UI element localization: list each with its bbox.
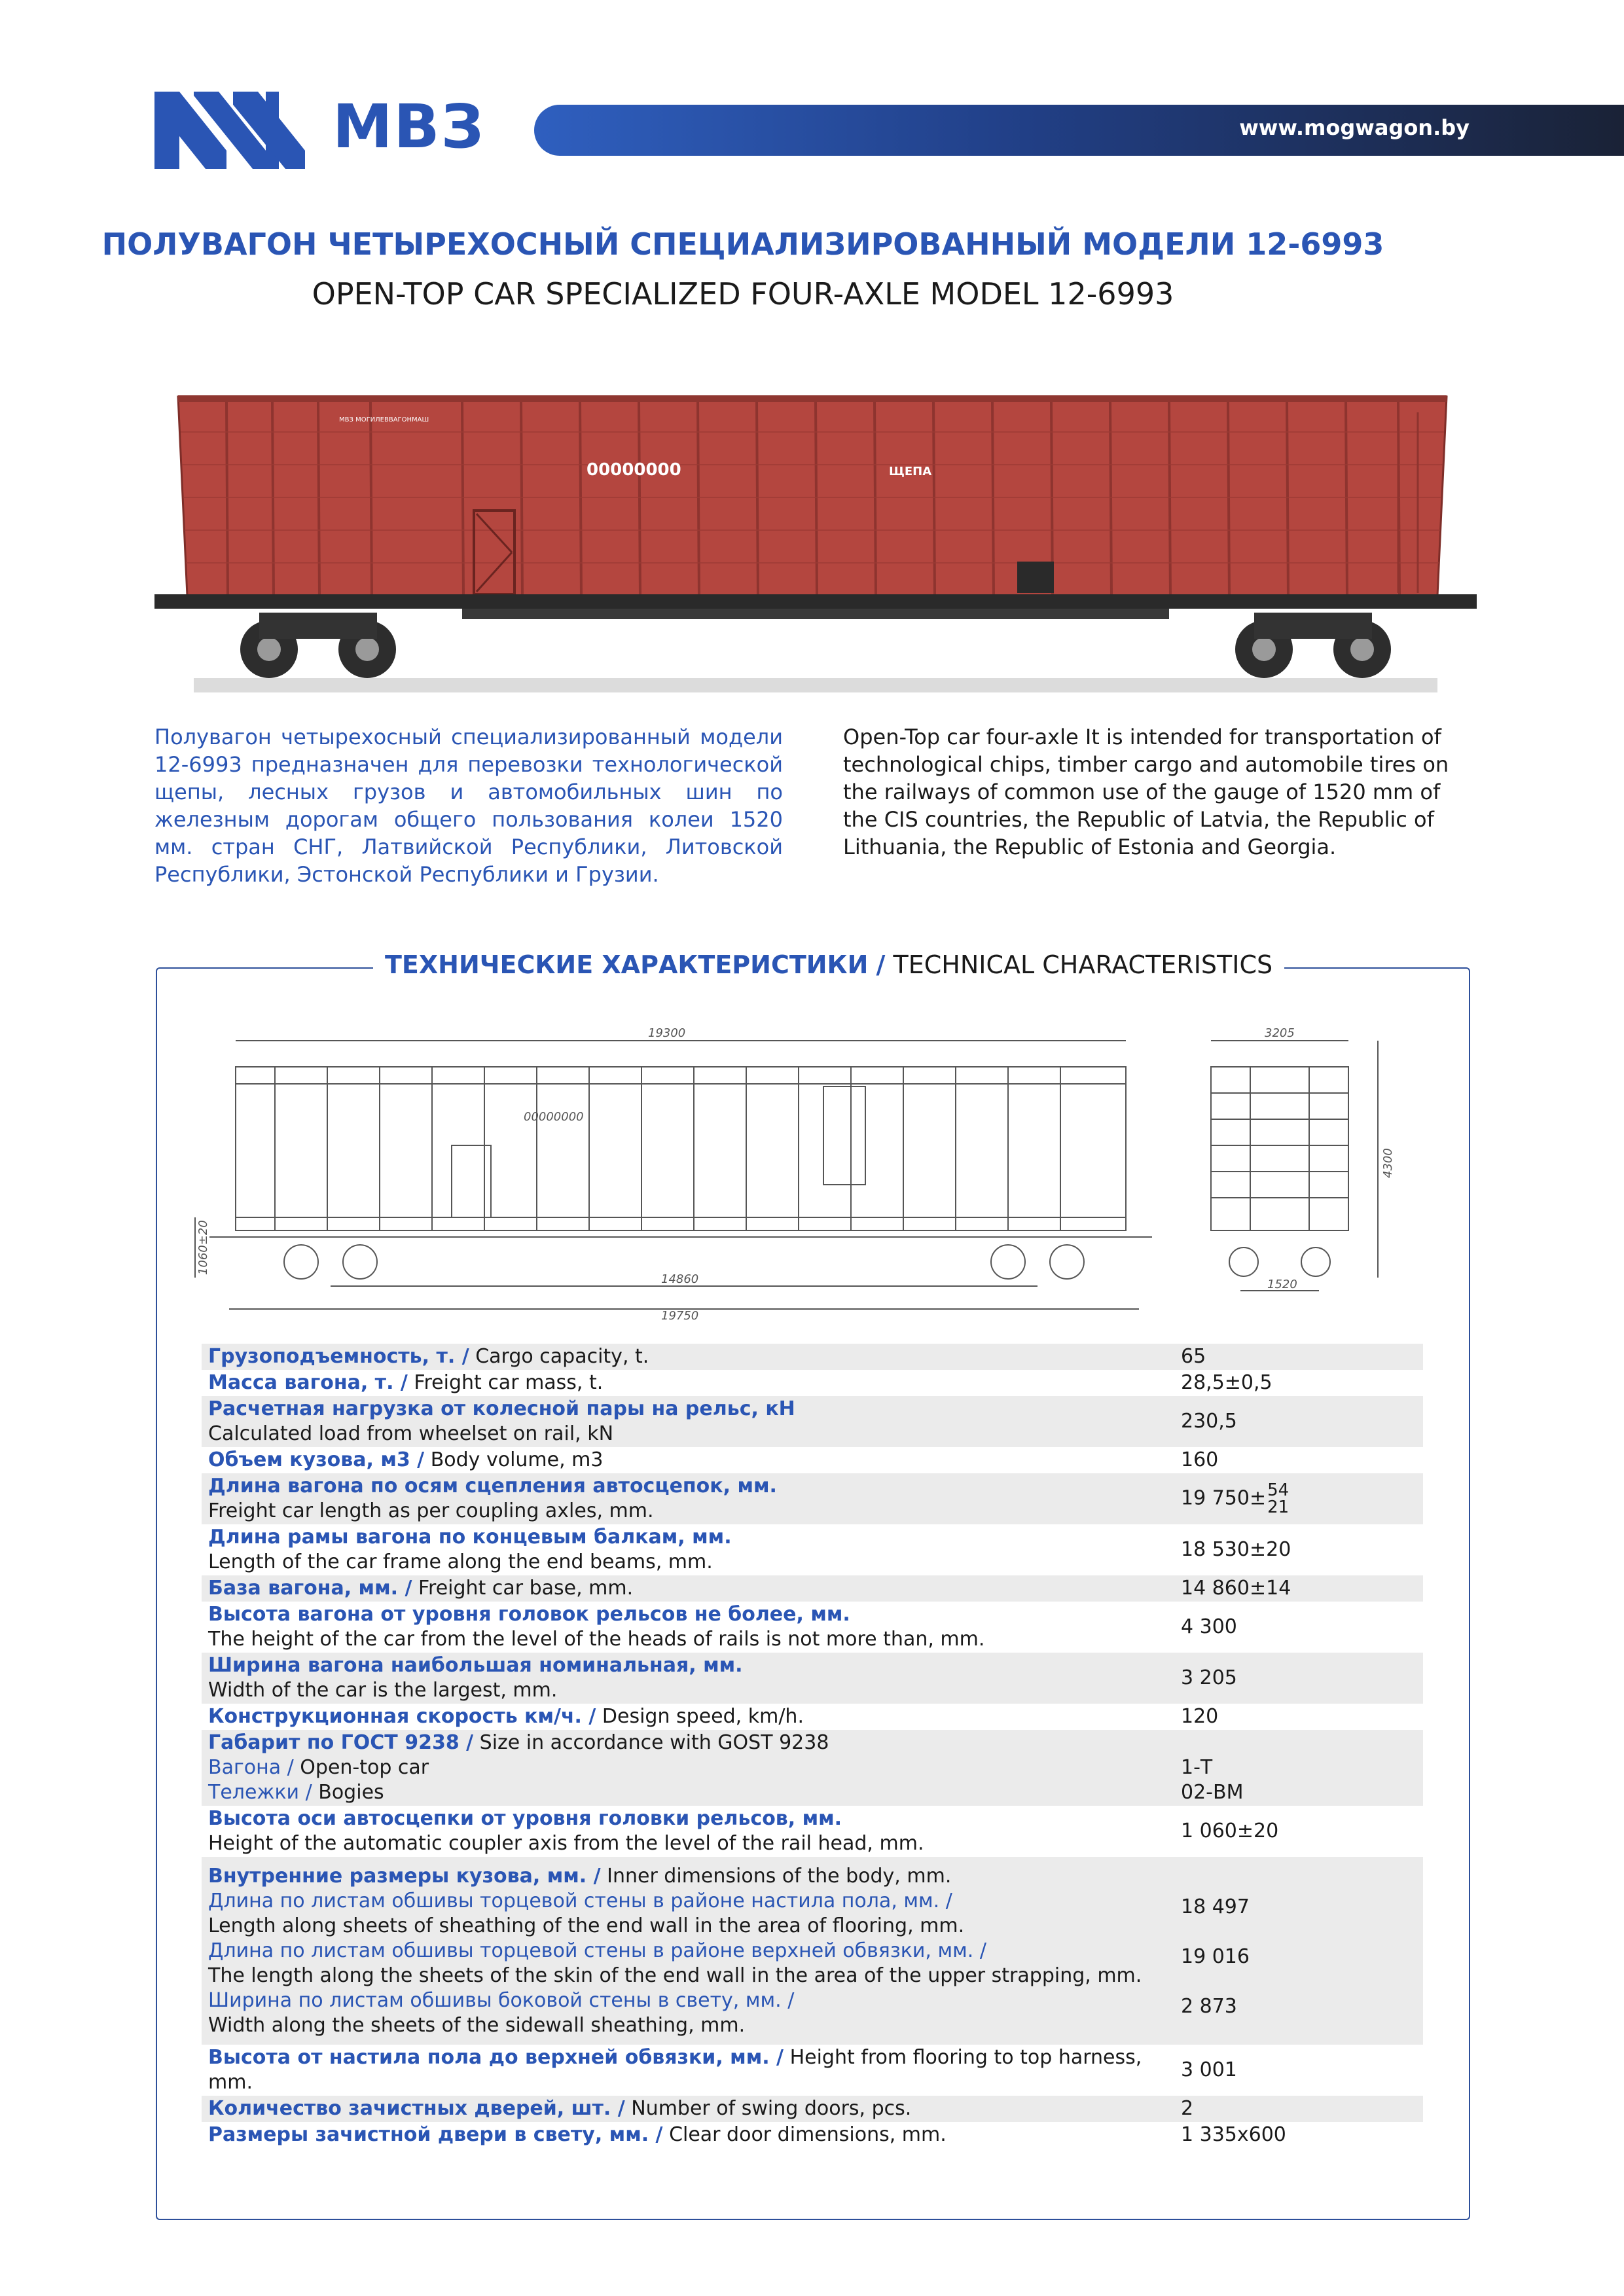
spec-sublabel-en: Width along the sheets of the sidewall sheathing, mm. (208, 2013, 746, 2037)
spec-value: 120 (1181, 1705, 1219, 1728)
spec-label-en: Width of the car is the largest, mm. (208, 1679, 558, 1702)
spec-label-ru: Ширина вагона наибольшая номинальная, мм. (208, 1654, 743, 1677)
spec-row-inner-dimensions (202, 1857, 1423, 2045)
spec-value: 160 (1181, 1448, 1219, 1471)
spec-value: 19 016 (1181, 1945, 1250, 1968)
tech-title-separator: / (876, 950, 886, 979)
photo-plate: МВЗ МОГИЛЕВВАГОНМАШ (339, 416, 429, 423)
tech-title-ru: ТЕХНИЧЕСКИЕ ХАРАКТЕРИСТИКИ (385, 950, 869, 979)
spec-row-cargo-capacity (202, 1344, 1423, 1370)
spec-row-floor-height (202, 2045, 1423, 2096)
spec-row-car-length (202, 1473, 1423, 1524)
car-photo (154, 386, 1477, 694)
dim-top-length: 19300 (648, 1026, 686, 1040)
spec-label-ru: Масса вагона, т. / (208, 1371, 408, 1394)
spec-row-height (202, 1602, 1423, 1653)
dim-width: 3205 (1265, 1026, 1295, 1040)
spec-row-body-volume (202, 1447, 1423, 1473)
dim-base: 14860 (661, 1272, 699, 1286)
photo-car-id: 00000000 (586, 460, 681, 480)
spec-label-en: Size in accordance with GOST 9238 (479, 1731, 829, 1754)
spec-label-ru: Размеры зачистной двери в свету, мм. / (208, 2123, 663, 2146)
tech-section-title (373, 950, 1284, 979)
drawing-car-id: 00000000 (524, 1110, 584, 1124)
spec-value: 230,5 (1181, 1410, 1237, 1433)
spec-row-car-mass (202, 1370, 1423, 1396)
spec-label-ru: Количество зачистных дверей, шт. / (208, 2097, 625, 2120)
spec-label-ru: Длина рамы вагона по концевым балкам, мм. (208, 1526, 732, 1549)
tolerance-up: 54 (1267, 1480, 1290, 1500)
spec-value-main: 19 750± (1181, 1486, 1267, 1510)
spec-row-coupler-height (202, 1806, 1423, 1857)
spec-value: 3 001 (1181, 2058, 1237, 2081)
spec-sublabel-ru: Вагона / (208, 1756, 294, 1779)
photo-cargo-label: ЩЕПА (889, 465, 932, 478)
spec-row-width (202, 1653, 1423, 1704)
spec-table (202, 1344, 1423, 2148)
spec-row-gauge (202, 1730, 1423, 1806)
dim-coupler-height: 1060±20 (196, 1220, 210, 1275)
website-link[interactable]: www.mogwagon.by (1239, 115, 1470, 140)
spec-sublabel-en: The length along the sheets of the skin of the end wall in the area of the upper strapping, mm. (208, 1964, 1142, 1987)
spec-value: 2 (1181, 2097, 1194, 2120)
spec-label-en: Freight car base, mm. (418, 1577, 634, 1600)
spec-label-ru: Конструкционная скорость км/ч. / (208, 1705, 596, 1728)
spec-label-en: Number of swing doors, pcs. (631, 2097, 912, 2120)
spec-label-en: Body volume, m3 (430, 1448, 604, 1471)
spec-row-door-size (202, 2122, 1423, 2148)
spec-value: 18 497 (1181, 1895, 1250, 1918)
technical-drawing (190, 1021, 1427, 1322)
spec-sublabel-ru: Длина по листам обшивы торцевой стены в районе верхней обвязки, мм. / (208, 1939, 986, 1962)
spec-label-ru: База вагона, мм. / (208, 1577, 412, 1600)
dim-total-length: 19750 (661, 1309, 699, 1322)
spec-value: 1 060±20 (1181, 1820, 1279, 1842)
spec-label-ru: Длина вагона по осям сцепления автосцепок, мм. (208, 1475, 777, 1498)
spec-row-speed (202, 1704, 1423, 1730)
spec-row-base (202, 1575, 1423, 1602)
spec-row-wheel-load (202, 1396, 1423, 1447)
spec-label-en: The height of the car from the level of the heads of rails is not more than, mm. (208, 1628, 985, 1651)
spec-label-ru: Габарит по ГОСТ 9238 / (208, 1731, 474, 1754)
spec-label-en: Length of the car frame along the end beams, mm. (208, 1551, 713, 1573)
spec-row-doors-count (202, 2096, 1423, 2122)
spec-row-frame-length (202, 1524, 1423, 1575)
spec-value: 1-Т (1181, 1756, 1213, 1779)
spec-value: 65 (1181, 1345, 1206, 1368)
page-title-en: OPEN-TOP CAR SPECIALIZED FOUR-AXLE MODEL 12-6993 (312, 276, 1174, 312)
brand-logo-icon (154, 92, 305, 169)
dim-gauge: 1520 (1267, 1278, 1297, 1291)
brand-name: МВЗ (333, 92, 486, 162)
spec-label-ru: Высота оси автосцепки от уровня головки рельсов, мм. (208, 1807, 842, 1830)
spec-sublabel-ru: Тележки / (208, 1781, 312, 1804)
spec-sublabel-en: Open-top car (300, 1756, 429, 1779)
description-ru: Полувагон четырехосный специализированный модели 12-6993 предназначен для перевозки технологической щепы, лесных грузов и автомобильных шин по железным дорогам общего пользования колеи 1520 мм. стран СНГ, Латвийской Республики, Литовской Республики, Эстонской Республики и Грузии. (154, 725, 783, 887)
spec-label-ru: Внутренние размеры кузова, мм. / (208, 1864, 601, 1888)
spec-label-ru: Высота вагона от уровня головок рельсов не более, мм. (208, 1603, 850, 1626)
spec-label-en: Inner dimensions of the body, mm. (607, 1864, 952, 1888)
spec-sublabel-en: Bogies (318, 1781, 384, 1804)
spec-label-en: Clear door dimensions, mm. (669, 2123, 947, 2146)
spec-sublabel-en: Length along sheets of sheathing of the end wall in the area of flooring, mm. (208, 1914, 965, 1937)
dim-height: 4300 (1381, 1148, 1395, 1178)
description-en: Open-Top car four-axle It is intended for transportation of technological chips, timber cargo and automobile tires on the railways of common use of the gauge of 1520 mm of the CIS countries, the Republic of Latvia, the Republic of Lithuania, the Republic of Estonia and Georgia. (843, 725, 1449, 859)
spec-sublabel-ru: Длина по листам обшивы торцевой стены в районе настила пола, мм. / (208, 1889, 952, 1912)
spec-label-ru: Объем кузова, м3 / (208, 1448, 425, 1471)
spec-value: 3 205 (1181, 1666, 1237, 1689)
spec-label-en: Calculated load from wheelset on rail, kN (208, 1422, 614, 1445)
spec-label-ru: Грузоподъемность, т. / (208, 1345, 469, 1368)
spec-value: 2 873 (1181, 1995, 1237, 2018)
spec-value (1181, 1482, 1416, 1516)
tolerance-down: 21 (1267, 1498, 1290, 1517)
spec-value: 02-ВМ (1181, 1781, 1244, 1804)
spec-label-en: Height from flooring to top harness, mm. (208, 2046, 1142, 2094)
spec-label-en: Freight car mass, t. (414, 1371, 604, 1394)
spec-label-en: Cargo capacity, t. (475, 1345, 649, 1368)
spec-value: 28,5±0,5 (1181, 1371, 1272, 1394)
spec-label-ru: Расчетная нагрузка от колесной пары на рельс, кН (208, 1397, 795, 1420)
spec-sublabel-ru: Ширина по листам обшивы боковой стены в свету, мм. / (208, 1988, 795, 2012)
spec-value: 14 860±14 (1181, 1577, 1291, 1600)
spec-value: 1 335x600 (1181, 2123, 1286, 2146)
tech-title-en: TECHNICAL CHARACTERISTICS (893, 950, 1273, 979)
spec-label-en: Freight car length as per coupling axles, mm. (208, 1499, 654, 1522)
spec-label-en: Design speed, km/h. (602, 1705, 804, 1728)
spec-value: 4 300 (1181, 1615, 1237, 1638)
spec-value: 18 530±20 (1181, 1538, 1291, 1561)
spec-label-ru: Высота от настила пола до верхней обвязки, мм. / (208, 2046, 784, 2069)
page-title-ru: ПОЛУВАГОН ЧЕТЫРЕХОСНЫЙ СПЕЦИАЛИЗИРОВАННЫЙ МОДЕЛИ 12-6993 (101, 226, 1384, 262)
spec-label-en: Height of the automatic coupler axis from the level of the rail head, mm. (208, 1832, 924, 1855)
